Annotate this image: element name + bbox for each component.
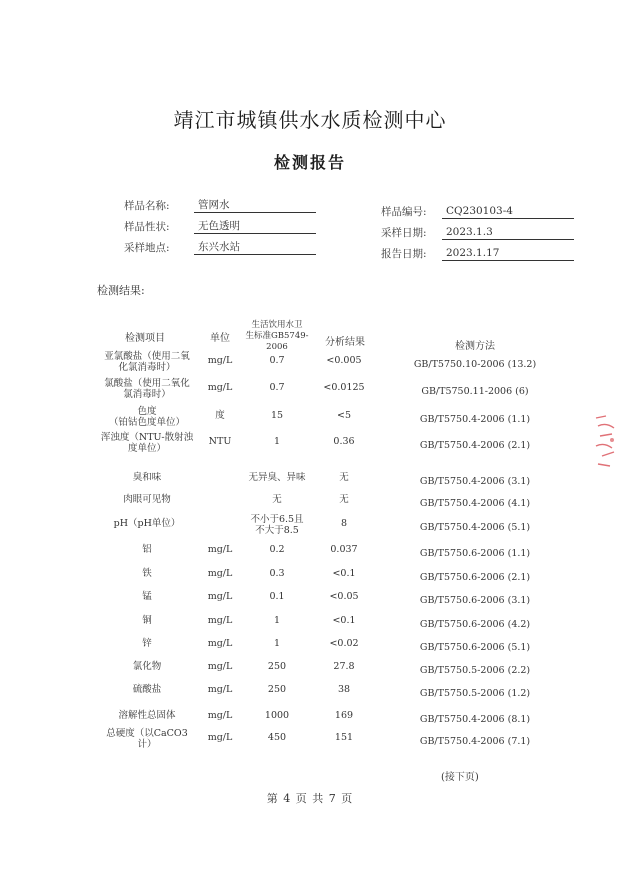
unit-cell: NTU xyxy=(208,436,232,447)
unit-cell: mg/L xyxy=(207,661,233,672)
item-cell-line: 铁 xyxy=(142,568,152,579)
standard-cell-line: 1 xyxy=(273,638,281,649)
standard-cell-line: 无 xyxy=(272,494,282,505)
standard-cell-line: 0.1 xyxy=(269,591,285,602)
standard-cell xyxy=(238,684,316,695)
item-cell xyxy=(88,728,206,750)
method-cell: GB/T5750.6-2006 (2.1) xyxy=(419,572,531,583)
standard-cell-line: 250 xyxy=(267,684,287,695)
result-cell: 151 xyxy=(334,732,354,743)
sample-property-label: 样品性状: xyxy=(124,221,170,233)
standard-cell xyxy=(238,514,316,536)
standard-cell-line: 1000 xyxy=(264,710,290,721)
item-cell xyxy=(88,472,206,483)
result-cell: 8 xyxy=(340,518,348,529)
standard-cell-line: 无异臭、异味 xyxy=(248,472,306,483)
unit-cell: mg/L xyxy=(207,710,233,721)
standard-cell-line: 450 xyxy=(267,732,287,743)
result-cell: <0.005 xyxy=(326,355,362,366)
standard-cell-line: 0.2 xyxy=(269,544,285,555)
item-cell-line: （铂钴色度单位） xyxy=(108,417,185,428)
item-cell-line: 计） xyxy=(137,739,157,750)
result-cell: <0.02 xyxy=(329,638,359,649)
method-cell: GB/T5750.5-2006 (2.2) xyxy=(419,665,531,676)
method-cell: GB/T5750.4-2006 (5.1) xyxy=(419,522,531,533)
item-cell xyxy=(88,544,206,555)
standard-cell xyxy=(238,355,316,366)
item-cell xyxy=(88,406,206,428)
item-cell-line: 肉眼可见物 xyxy=(123,494,171,505)
item-cell-line: 浑浊度（NTU-散射浊 xyxy=(100,432,194,443)
item-cell-line: 亚氯酸盐（使用二氧 xyxy=(104,351,190,362)
unit-cell: mg/L xyxy=(207,615,233,626)
item-cell-line: 锰 xyxy=(142,591,152,602)
standard-cell-line: 0.3 xyxy=(269,568,285,579)
unit-cell: mg/L xyxy=(207,355,233,366)
report-date-value: 2023.1.17 xyxy=(442,246,574,261)
item-cell xyxy=(88,494,206,505)
standard-cell-line: 15 xyxy=(270,410,284,421)
item-cell-line: 铜 xyxy=(142,615,152,626)
item-cell-line: 硫酸盐 xyxy=(132,684,162,695)
result-cell: <5 xyxy=(336,410,351,421)
sampling-site-label: 采样地点: xyxy=(124,242,170,254)
item-cell-line: 度单位） xyxy=(127,443,166,454)
item-cell-line: 色度 xyxy=(137,406,157,417)
item-cell xyxy=(88,568,206,579)
unit-cell: 度 xyxy=(215,410,225,421)
standard-cell-line: 1 xyxy=(273,436,281,447)
standard-cell xyxy=(238,494,316,505)
header-standard-line: 2006 xyxy=(266,342,288,352)
standard-cell-line: 不小于6.5且 xyxy=(250,514,304,525)
item-cell xyxy=(88,661,206,672)
sample-number-value: CQ230103-4 xyxy=(442,204,574,219)
item-cell xyxy=(88,710,206,721)
result-cell: 27.8 xyxy=(333,661,355,672)
method-cell: GB/T5750.6-2006 (5.1) xyxy=(419,642,531,653)
standard-cell xyxy=(238,410,316,421)
result-cell: 无 xyxy=(339,472,349,483)
unit-cell: mg/L xyxy=(207,684,233,695)
sample-name-value: 管网水 xyxy=(194,198,316,213)
page-footer: 第 4 页 共 7 页 xyxy=(266,792,354,805)
result-cell: 无 xyxy=(339,494,349,505)
unit-cell: mg/L xyxy=(207,568,233,579)
header-item: 检测项目 xyxy=(125,333,165,344)
header-result: 分析结果 xyxy=(325,337,365,348)
standard-cell xyxy=(238,638,316,649)
method-cell: GB/T5750.4-2006 (4.1) xyxy=(419,498,531,509)
organization-title: 靖江市城镇供水水质检测中心 xyxy=(173,108,447,132)
method-cell: GB/T5750.4-2006 (8.1) xyxy=(419,714,531,725)
method-cell: GB/T5750.6-2006 (1.1) xyxy=(419,548,531,559)
sample-property-value: 无色透明 xyxy=(194,219,316,234)
item-cell-line: 铝 xyxy=(142,544,152,555)
item-cell-line: 氯酸盐（使用二氧化 xyxy=(104,378,190,389)
unit-cell: mg/L xyxy=(207,732,233,743)
method-cell: GB/T5750.6-2006 (3.1) xyxy=(419,595,531,606)
result-cell: 0.037 xyxy=(330,544,358,555)
standard-cell xyxy=(238,591,316,602)
standard-cell xyxy=(238,661,316,672)
result-cell: 0.36 xyxy=(333,436,355,447)
item-cell-line: 氯化物 xyxy=(132,661,162,672)
item-cell xyxy=(88,518,206,529)
sampling-date-label: 采样日期: xyxy=(381,227,427,239)
method-cell: GB/T5750.4-2006 (3.1) xyxy=(419,476,531,487)
result-cell: 169 xyxy=(334,710,354,721)
report-date-label: 报告日期: xyxy=(381,248,427,260)
header-standard-line: 生标准GB5749- xyxy=(245,331,309,341)
method-cell: GB/T5750.10-2006 (13.2) xyxy=(413,359,537,370)
method-cell: GB/T5750.4-2006 (1.1) xyxy=(419,414,531,425)
header-standard xyxy=(238,320,316,353)
unit-cell: mg/L xyxy=(207,591,233,602)
standard-cell xyxy=(238,472,316,483)
standard-cell-line: 1 xyxy=(273,615,281,626)
method-cell: GB/T5750.5-2006 (1.2) xyxy=(419,688,531,699)
item-cell xyxy=(88,591,206,602)
item-cell xyxy=(88,615,206,626)
standard-cell-line: 250 xyxy=(267,661,287,672)
standard-cell xyxy=(238,732,316,743)
item-cell xyxy=(88,378,206,400)
red-seal-fragment xyxy=(592,412,620,472)
standard-cell-line: 不大于8.5 xyxy=(255,525,299,536)
standard-cell xyxy=(238,568,316,579)
item-cell-line: 总硬度（以CaCO3 xyxy=(106,728,188,739)
standard-cell xyxy=(238,710,316,721)
item-cell-line: 氯消毒时） xyxy=(123,389,171,400)
result-cell: 38 xyxy=(337,684,351,695)
result-cell: <0.1 xyxy=(332,568,356,579)
sampling-site-value: 东兴水站 xyxy=(194,240,316,255)
result-cell: <0.1 xyxy=(332,615,356,626)
method-cell: GB/T5750.11-2006 (6) xyxy=(421,386,529,397)
result-cell: <0.05 xyxy=(329,591,359,602)
continued-note: (接下页) xyxy=(441,772,479,783)
item-cell-line: 锌 xyxy=(142,638,152,649)
standard-cell xyxy=(238,544,316,555)
method-cell: GB/T5750.4-2006 (2.1) xyxy=(419,440,531,451)
header-standard-line: 生活饮用水卫 xyxy=(251,320,303,330)
sample-number-label: 样品编号: xyxy=(381,206,427,218)
result-cell: <0.0125 xyxy=(323,382,365,393)
method-cell: GB/T5750.6-2006 (4.2) xyxy=(419,619,531,630)
unit-cell: mg/L xyxy=(207,544,233,555)
item-cell-line: 化氯消毒时） xyxy=(118,362,176,373)
standard-cell-line: 0.7 xyxy=(269,382,285,393)
standard-cell-line: 0.7 xyxy=(269,355,285,366)
report-title: 检测报告 xyxy=(273,153,346,172)
sample-name-label: 样品名称: xyxy=(124,200,170,212)
unit-cell: mg/L xyxy=(207,382,233,393)
item-cell xyxy=(88,432,206,454)
header-unit: 单位 xyxy=(210,333,230,344)
item-cell xyxy=(88,351,206,373)
item-cell xyxy=(88,638,206,649)
item-cell xyxy=(88,684,206,695)
method-cell: GB/T5750.4-2006 (7.1) xyxy=(419,736,531,747)
item-cell-line: 溶解性总固体 xyxy=(118,710,176,721)
standard-cell xyxy=(238,615,316,626)
item-cell-line: pH（pH单位） xyxy=(113,518,181,529)
unit-cell: mg/L xyxy=(207,638,233,649)
standard-cell xyxy=(238,436,316,447)
sampling-date-value: 2023.1.3 xyxy=(442,225,574,240)
item-cell-line: 臭和味 xyxy=(132,472,162,483)
standard-cell xyxy=(238,382,316,393)
header-method: 检测方法 xyxy=(455,341,495,352)
results-section-label: 检测结果: xyxy=(97,284,145,297)
